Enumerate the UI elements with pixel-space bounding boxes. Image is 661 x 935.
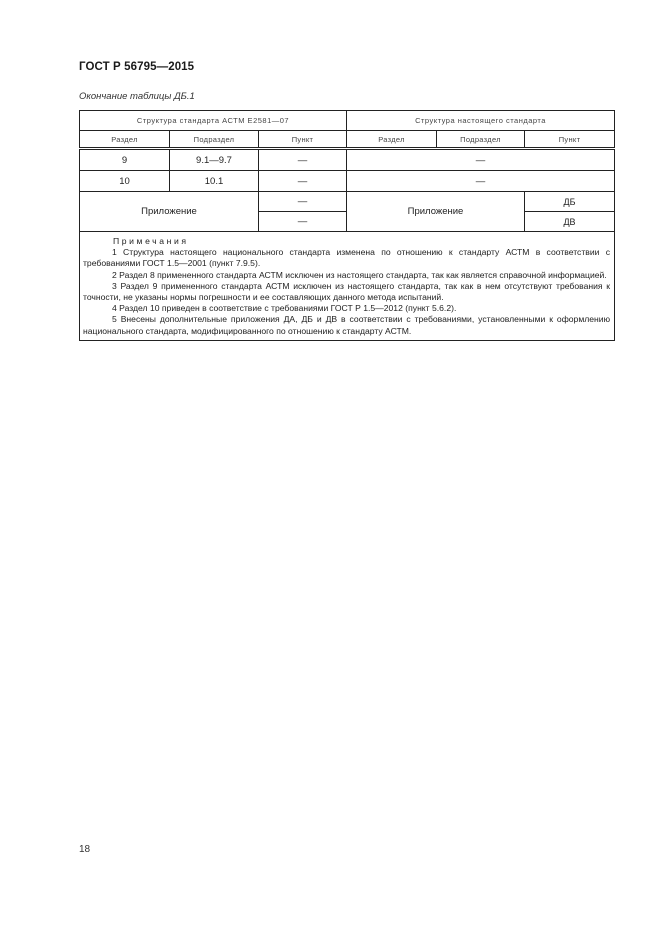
column-header-row [80, 131, 615, 149]
notes-row [80, 232, 615, 341]
table-cell: — [259, 212, 347, 232]
note-item: 1 Структура настоящего национального стандарта изменена по отношению к стандарту АСТМ в соответствии с требованиями ГОСТ 1.5—2001 (пункт 7.9.5). [83, 247, 611, 269]
note-item: 3 Раздел 9 примененного стандарта АСТМ исключен из настоящего стандарта, так как в нем отсутствуют требования к точности, не указаны нормы погрешности и ее составляющих данного метода испытаний. [83, 280, 611, 303]
right-group-header: Структура настоящего стандарта [347, 111, 615, 131]
left-group-header: Структура стандарта АСТМ Е2581—07 [80, 111, 347, 131]
group-header-row [80, 111, 615, 131]
column-header: Раздел [80, 131, 170, 149]
table-cell: — [259, 192, 347, 212]
table-row [80, 149, 615, 171]
appendix-label-left: Приложение [80, 192, 259, 232]
table-cell: 9.1—9.7 [170, 149, 259, 171]
column-header: Пункт [525, 131, 615, 149]
table-row [80, 171, 615, 192]
table-caption: Окончание таблицы ДБ.1 [79, 91, 195, 102]
table-cell: ДБ [525, 192, 615, 212]
table-cell: 9 [80, 149, 170, 171]
table-cell: 10 [80, 171, 170, 192]
table-cell: — [347, 171, 615, 192]
table-cell: — [347, 149, 615, 171]
note-item: 4 Раздел 10 приведен в соответствие с требованиями ГОСТ Р 1.5—2012 (пункт 5.6.2). [112, 303, 457, 314]
document-id-header: ГОСТ Р 56795—2015 [79, 61, 195, 73]
table-cell: — [259, 149, 347, 171]
column-header: Подраздел [170, 131, 259, 149]
appendix-row [80, 192, 615, 212]
column-header: Подраздел [437, 131, 525, 149]
notes-title: Примечания [113, 236, 189, 246]
note-item: 2 Раздел 8 примененного стандарта АСТМ исключен из настоящего стандарта, так как является справочной информацией. [112, 269, 607, 280]
correspondence-table [79, 110, 615, 341]
table-cell: ДВ [525, 212, 615, 232]
note-item: 5 Внесены дополнительные приложения ДА, ДБ и ДВ в соответствии с требованиями, установленными к оформлению национального стандарта, модифицированного по отношению к стандарту АСТМ. [83, 314, 611, 336]
column-header: Пункт [259, 131, 347, 149]
table-cell: — [259, 171, 347, 192]
column-header: Раздел [347, 131, 437, 149]
notes-cell [80, 232, 615, 341]
table-cell: 10.1 [170, 171, 259, 192]
page-number: 18 [79, 844, 91, 855]
appendix-label-right: Приложение [347, 192, 525, 232]
